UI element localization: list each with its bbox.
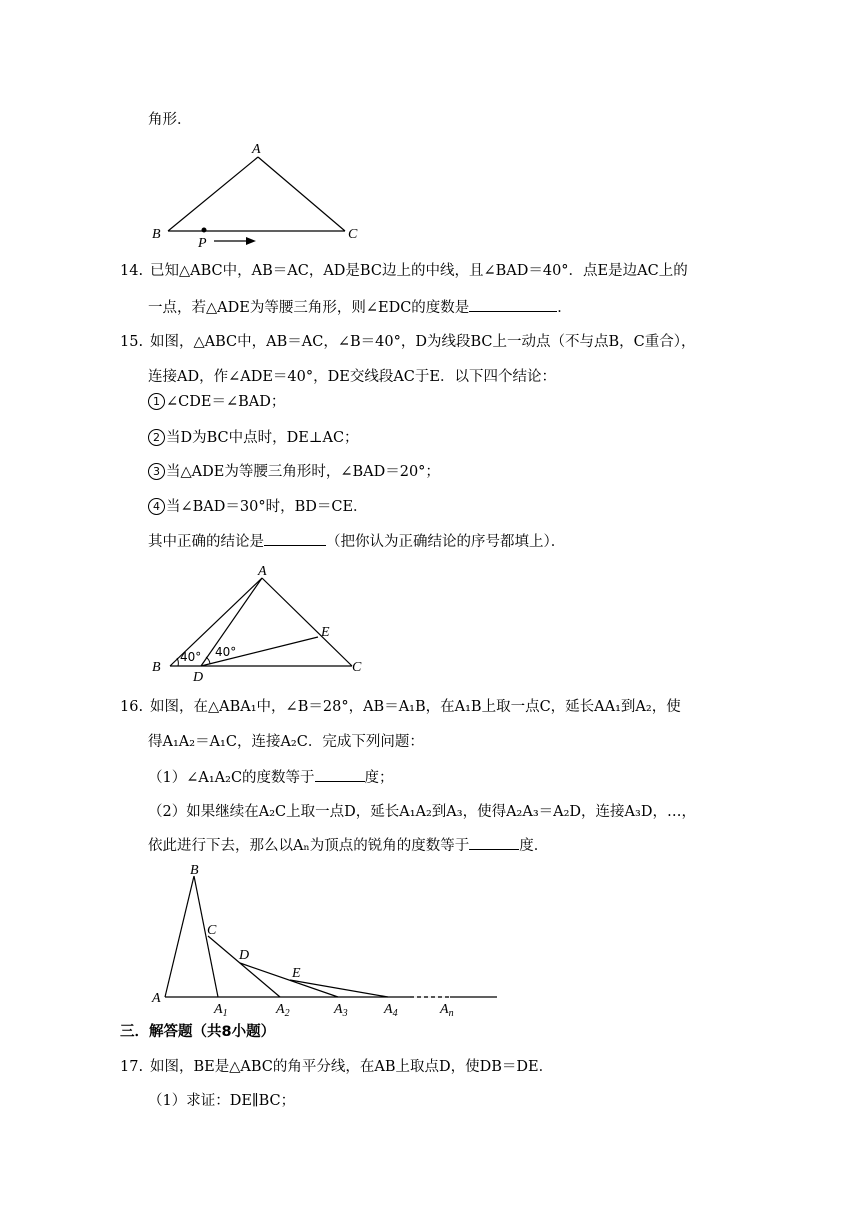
q16-part-3: 依此进行下去，那么以Aₙ为顶点的锐角的度数等于 度． [148, 835, 548, 856]
q17-line-1: 如图，BE是△ABC的角平分线，在AB上取点D，使DB＝DE． [150, 1059, 554, 1075]
q16-number: 16. [120, 699, 144, 715]
label-C: C [348, 227, 358, 242]
q16-line-1: 如图，在△ABA₁中，∠B＝28°，AB＝A₁B，在A₁B上取一点C，延长AA₁到A₂，使 [150, 699, 681, 715]
q15-conclusion-1: 1 ∠CDE＝∠BAD； [148, 392, 285, 412]
circle-number-4: 4 [148, 498, 165, 515]
label-A3: $A_3$ [334, 1002, 348, 1019]
label-An: $A_n$ [440, 1002, 454, 1019]
q15-conclusion-3: 3 当△ADE为等腰三角形时，∠BAD＝20°； [148, 462, 440, 482]
label-B: B [152, 660, 161, 675]
q15-line-2: 连接AD，作∠ADE＝40°，DE交线段AC于E．以下四个结论： [148, 369, 556, 385]
q15-line-1: 如图，△ABC中，AB＝AC，∠B＝40°，D为线段BC上一动点（不与点B，C重合）， [150, 334, 696, 350]
q15-conclusion-2: 2 当D为BC中点时，DE⊥AC； [148, 428, 359, 448]
section-3-title: 三．解答题（共8小题） [120, 1024, 276, 1040]
label-B: B [152, 227, 161, 242]
q14-number: 14. [120, 263, 144, 279]
label-A2: $A_2$ [276, 1002, 290, 1019]
label-A: A [252, 142, 261, 157]
label-P: P [198, 236, 207, 251]
q17-part-1: （1）求证：DE∥BC； [148, 1093, 296, 1109]
angle-D-label: 40° [215, 645, 237, 659]
label-B: B [190, 863, 199, 878]
label-A: A [152, 991, 161, 1006]
label-A1: $A_1$ [214, 1002, 228, 1019]
label-A: A [258, 564, 267, 579]
circle-number-1: 1 [148, 393, 165, 410]
q16-part-1: （1）∠A₁A₂C的度数等于 度； [148, 767, 394, 788]
label-E: E [292, 966, 301, 981]
q15-number: 15. [120, 334, 144, 350]
label-D: D [239, 948, 250, 963]
q14-line-1: 已知△ABC中，AB＝AC，AD是BC边上的中线，且∠BAD＝40°．点E是边AC上的 [150, 263, 688, 279]
q17-number: 17. [120, 1059, 144, 1075]
q16-line-2: 得A₁A₂＝A₁C，连接A₂C．完成下列问题： [148, 734, 424, 750]
circle-number-2: 2 [148, 429, 165, 446]
label-E: E [321, 625, 330, 640]
label-A4: $A_4$ [384, 1002, 398, 1019]
prev-question-tail: 角形． [148, 112, 192, 128]
label-D: D [193, 670, 204, 685]
label-C: C [207, 923, 217, 938]
angle-B-label: 40° [180, 650, 202, 664]
q14-line-2: 一点，若△ADE为等腰三角形，则∠EDC的度数是 ． [148, 297, 572, 318]
circle-number-3: 3 [148, 463, 165, 480]
q16-part-2: （2）如果继续在A₂C上取一点D，延长A₁A₂到A₃，使得A₂A₃＝A₂D，连接A₃D，…， [148, 804, 696, 820]
label-C: C [352, 660, 362, 675]
q15-conclusion-4: 4 当∠BAD＝30°时，BD＝CE． [148, 497, 368, 517]
q15-line-7: 其中正确的结论是 （把你认为正确结论的序号都填上）． [148, 531, 565, 552]
